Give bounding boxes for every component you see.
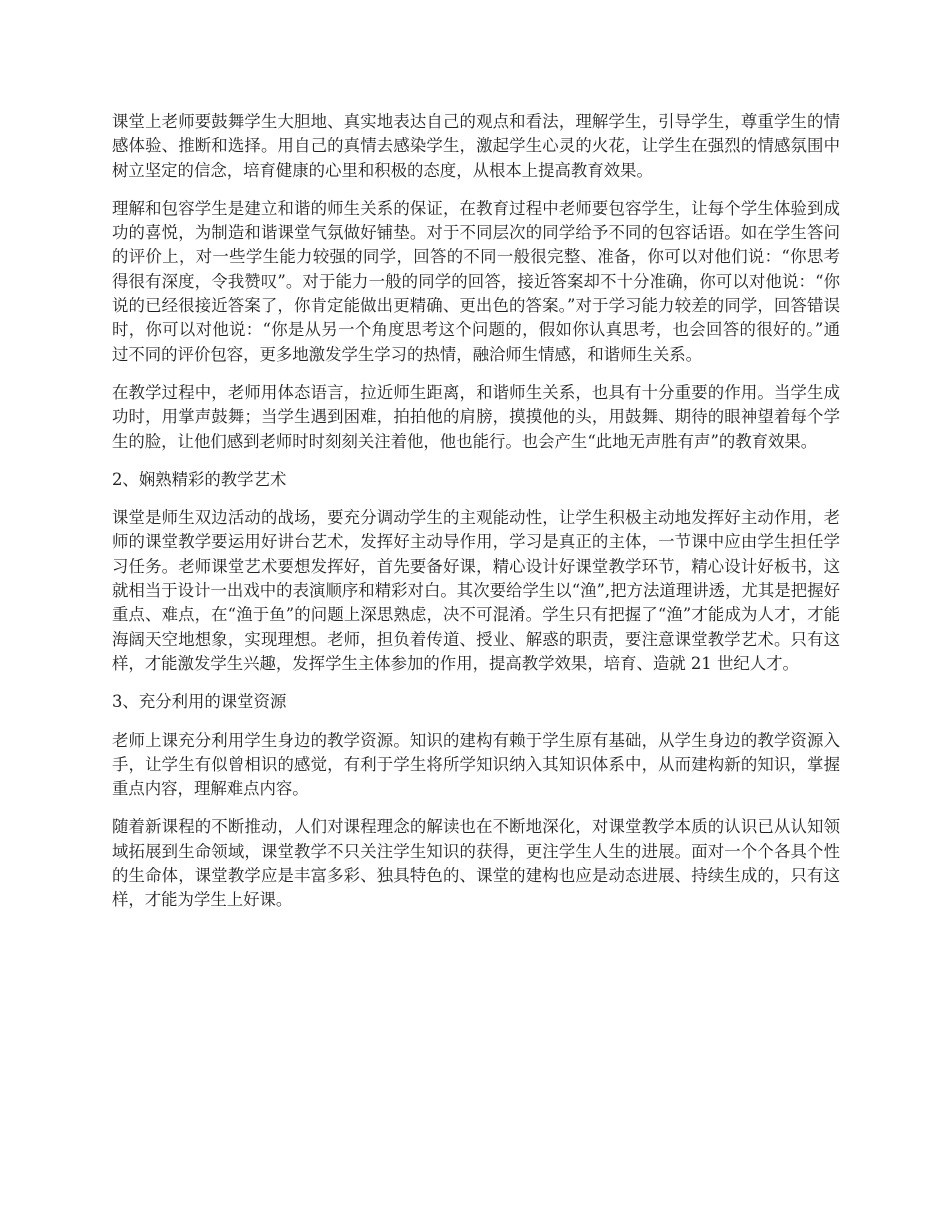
paragraph-6: 随着新课程的不断推动，人们对课程理念的解读也在不断地深化，对课堂教学本质的认识已从认知领域拓展到生命领域，课堂教学不只关注学生知识的获得，更注学生人生的进展。面对一个个各具个性的生命体，课堂教学应是丰富多彩、独具特色的、课堂的建构也应是动态进展、持续生成的，只有这样，才能为学生上好课。 [112, 817, 840, 910]
section-heading-3: 3、充分利用的课堂资源 [112, 692, 287, 712]
section-heading-2: 2、娴熟精彩的教学艺术 [112, 469, 287, 489]
paragraph-5: 老师上课充分利用学生身边的教学资源。知识的建构有赖于学生原有基础，从学生身边的教学资源入手，让学生有似曾相识的感觉，有利于学生将所学知识纳入其知识体系中，从而建构新的知识，掌握重点内容，理解难点内容。 [112, 730, 840, 799]
paragraph-3: 在教学过程中，老师用体态语言，拉近师生距离，和谐师生关系，也具有十分重要的作用。当学生成功时，用掌声鼓舞；当学生遇到困难，拍拍他的肩膀，摸摸他的头，用鼓舞、期待的眼神望着每个学生的脸，让他们感到老师时时刻刻关注着他，他也能行。也会产生“此地无声胜有声”的教育效果。 [112, 382, 840, 451]
paragraph-1: 课堂上老师要鼓舞学生大胆地、真实地表达自己的观点和看法，理解学生，引导学生，尊重学生的情感体验、推断和选择。用自己的真情去感染学生，激起学生心灵的火花，让学生在强烈的情感氛围中树立坚定的信念，培育健康的心里和积极的态度，从根本上提高教育效果。 [112, 112, 840, 180]
paragraph-4: 课堂是师生双边活动的战场，要充分调动学生的主观能动性，让学生积极主动地发挥好主动作用，老师的课堂教学要运用好讲台艺术，发挥好主动导作用，学习是真正的主体，一节课中应由学生担任学习任务。老师课堂艺术要想发挥好，首先要备好课，精心设计好课堂教学环节，精心设计好板书，这就相当于设计一出戏中的表演顺序和精彩对白。其次要给学生以“渔”,把方法道理讲透，尤其是把握好重点、难点，在“渔于鱼”的问题上深思熟虑，决不可混淆。学生只有把握了“渔”才能成为人才，才能海阔天空地想象，实现理想。老师，担负着传道、授业、解惑的职责，要注意课堂教学艺术。只有这样，才能激发学生兴趣，发挥学生主体参加的作用，提高教学效果，培育、造就 21 世纪人才。 [112, 508, 840, 673]
paragraph-2: 理解和包容学生是建立和谐的师生关系的保证，在教育过程中老师要包容学生，让每个学生体验到成功的喜悦，为制造和谐课堂气氛做好铺垫。对于不同层次的同学给予不同的包容话语。如在学生答问的评价上，对一些学生能力较强的同学，回答的不同一般很完整、准备，你可以对他们说：“你思考得很有深度，令我赞叹”。对于能力一般的同学的回答，接近答案却不十分准确，你可以对他说：“你说的已经很接近答案了，你肯定能做出更精确、更出色的答案。”对于学习能力较差的同学，回答错误时，你可以对他说：“你是从另一个角度思考这个问题的，假如你认真思考，也会回答的很好的。”通过不同的评价包容，更多地激发学生学习的热情，融洽师生情感，和谐师生关系。 [112, 198, 840, 364]
document-page [112, 110, 840, 927]
